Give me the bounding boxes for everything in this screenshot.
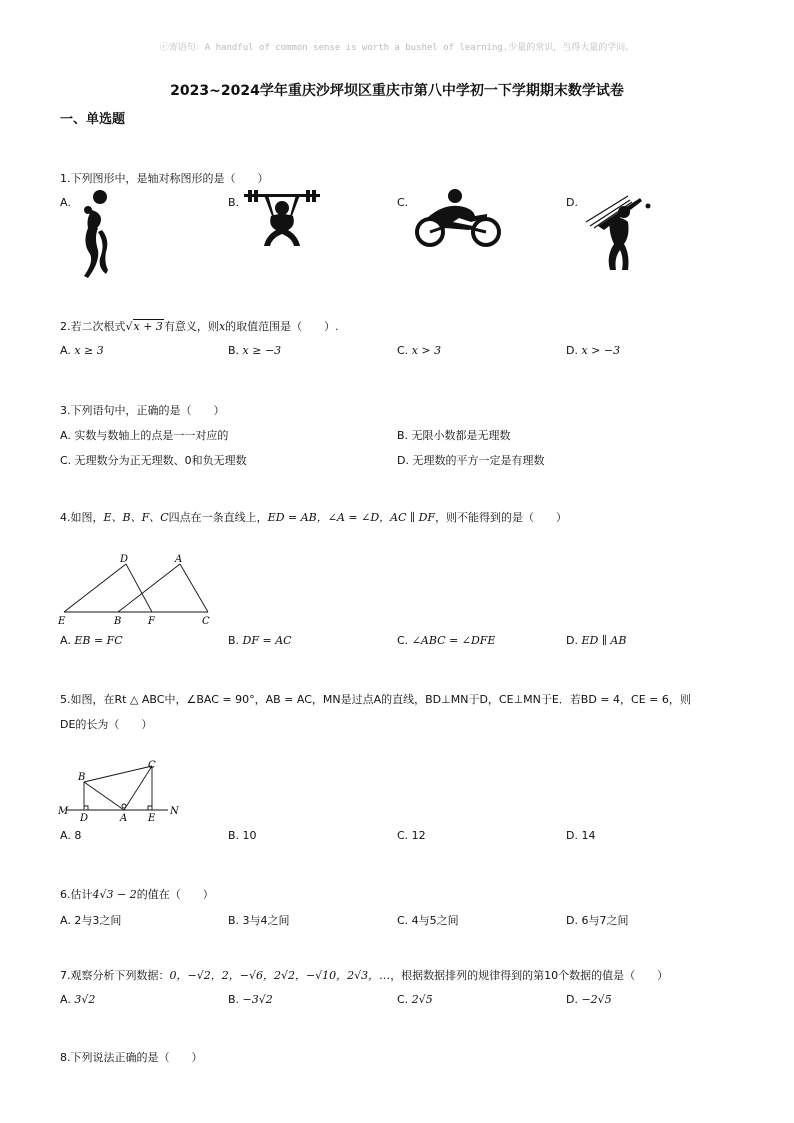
q4-stem: 4.如图，E、B、F、C四点在一条直线上，ED = AB，∠A = ∠D，AC ∥ DF，则不能得到的是（ ）	[60, 511, 568, 524]
q3-option-d: D. 无理数的平方一定是有理数	[397, 454, 545, 467]
label-B: B	[78, 772, 86, 783]
q7-stem: 7.观察分析下列数据：0，−√2，2，−√6，2√2，−√10，2√3，…，根据数据排列的规律得到的第10个数据的值是（ ）	[60, 969, 669, 982]
q2-option-c: C. x > 3	[397, 344, 442, 357]
q4-option-d: D. ED ∥ AB	[566, 634, 627, 647]
q7-option-b: B. −3√2	[228, 993, 273, 1006]
label-D: D	[80, 813, 89, 824]
q4-option-b: B. DF = AC	[228, 634, 292, 647]
baseball-batter-icon	[584, 192, 654, 272]
label-A: A	[120, 813, 128, 824]
q5-option-d: D. 14	[566, 829, 596, 842]
q5-stem-line1: 5.如图，在Rt △ ABC中，∠BAC = 90°，AB = AC，MN是过点A的直线，BD⊥MN于D，CE⊥MN于E．若BD = 4，CE = 6，则	[60, 693, 691, 706]
q2-stem-pre: 2.若二次根式	[60, 320, 126, 333]
weightlifter-icon	[244, 190, 320, 248]
q2-option-b: B. x ≥ −3	[228, 344, 282, 357]
q6-option-d: D. 6与7之间	[566, 914, 629, 927]
q2-variable: x	[218, 320, 226, 333]
q6-option-a: A. 2与3之间	[60, 914, 122, 927]
q2-option-d: D. x > −3	[566, 344, 621, 357]
q4-option-a: A. EB = FC	[60, 634, 123, 647]
q7-option-d: D. −2√5	[566, 993, 612, 1006]
label-B: B	[114, 616, 122, 627]
q7-option-c: C. 2√5	[397, 993, 433, 1006]
q4-triangle-figure	[56, 552, 220, 628]
exam-title: 2023~2024学年重庆沙坪坝区重庆市第八中学初一下学期期末数学试卷	[170, 83, 624, 99]
q7-option-a: A. 3√2	[60, 993, 96, 1006]
label-A: A	[175, 554, 183, 565]
q1-option-c: C.	[397, 196, 409, 209]
q3-option-c: C. 无理数分为正无理数、0和负无理数	[60, 454, 247, 467]
q1-option-b: B.	[228, 196, 240, 209]
q6-option-b: B. 3与4之间	[228, 914, 290, 927]
q3-option-b: B. 无限小数都是无理数	[397, 429, 511, 442]
label-E: E	[58, 616, 66, 627]
q4-option-c: C. ∠ABC = ∠DFE	[397, 634, 496, 647]
q2-stem-post: 的取值范围是（ ）.	[225, 320, 339, 333]
label-D: D	[120, 554, 129, 565]
q5-stem-line2: DE的长为（ ）	[60, 718, 153, 731]
q3-option-a: A. 实数与数轴上的点是一一对应的	[60, 429, 229, 442]
q5-option-b: B. 10	[228, 829, 257, 842]
label-E: E	[148, 813, 156, 824]
q2-stem	[60, 318, 339, 334]
page-header-quote: ⓒ寄语句：A handful of common sense is worth a bushel of learning.少量的常识，当得大量的学问。	[159, 43, 635, 53]
label-N: N	[170, 806, 179, 817]
q1-option-a: A.	[60, 196, 71, 209]
label-C: C	[148, 760, 156, 771]
q3-stem: 3.下列语句中，正确的是（ ）	[60, 404, 225, 417]
q5-figure	[56, 758, 186, 824]
q5-option-a: A. 8	[60, 829, 82, 842]
q5-option-c: C. 12	[397, 829, 426, 842]
label-M: M	[58, 806, 69, 817]
cyclist-icon	[413, 188, 503, 248]
q2-stem-mid: 有意义，则	[163, 320, 219, 333]
q2-option-a: A. x ≥ 3	[60, 344, 104, 357]
q8-stem: 8.下列说法正确的是（ ）	[60, 1051, 203, 1064]
q2-radicand: x + 3	[133, 320, 163, 333]
label-C: C	[202, 616, 210, 627]
q6-option-c: C. 4与5之间	[397, 914, 459, 927]
q6-stem: 6.估计4√3 − 2的值在（ ）	[60, 888, 214, 901]
label-F: F	[148, 616, 155, 627]
section-heading: 一、单选题	[60, 112, 126, 127]
q1-option-d: D.	[566, 196, 578, 209]
q1-stem: 1.下列图形中，是轴对称图形的是（ ）	[60, 172, 269, 185]
volleyball-player-icon	[70, 188, 120, 280]
sqrt-symbol: √	[125, 320, 133, 333]
